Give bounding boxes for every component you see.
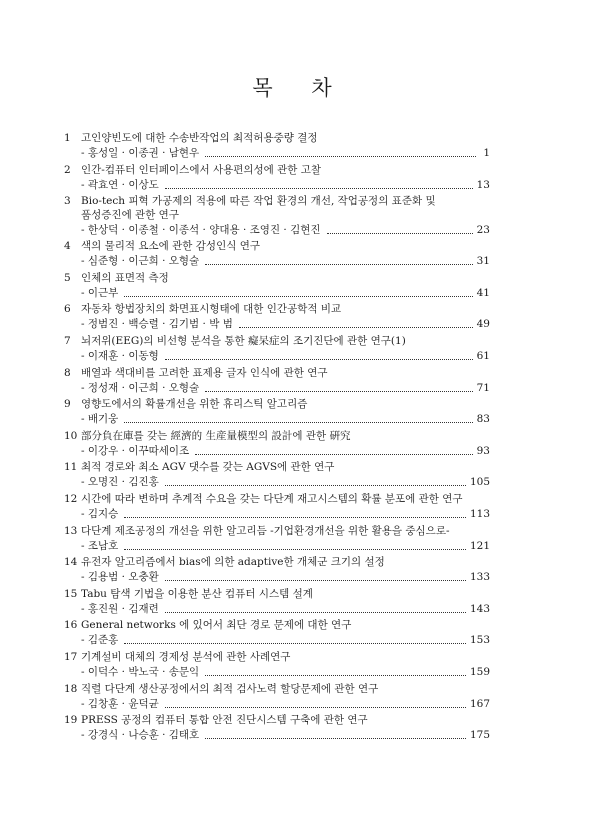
toc-entry-page-number: 1	[483, 147, 490, 159]
dot-leader	[195, 453, 472, 455]
toc-entry-title: General networks 에 있어서 최단 경로 문제에 대한 연구	[81, 619, 352, 632]
dot-leader	[124, 642, 466, 644]
toc-entry-number: 11	[64, 461, 78, 474]
toc-entry-title-line	[64, 682, 490, 696]
dot-leader	[205, 263, 472, 265]
toc-entry-authors: - 이강우 · 이꾸따세이조	[81, 444, 190, 457]
toc-entry-page-number: 153	[469, 634, 490, 647]
toc-entry[interactable]	[64, 524, 490, 556]
toc-entry-title-line	[64, 555, 490, 569]
toc-entry-number: 1	[64, 132, 71, 144]
dot-leader	[124, 421, 472, 423]
toc-entry-number: 2	[64, 163, 71, 176]
toc-entry[interactable]	[64, 713, 490, 745]
toc-entry-title-line	[64, 429, 490, 443]
toc-entry-title-line	[64, 713, 490, 727]
toc-entry[interactable]	[64, 460, 490, 492]
toc-entry-page-number: 49	[476, 318, 490, 331]
toc-entry-number: 16	[64, 619, 78, 632]
toc-entry-authors: - 심준형 · 이근희 · 오형술	[81, 255, 200, 268]
toc-entry-title-line	[64, 618, 490, 632]
toc-entry-number: 5	[64, 271, 71, 284]
toc-entry-authors: - 김용범 · 오충환	[81, 571, 159, 584]
toc-entry-author-line	[81, 665, 490, 679]
toc-entry-title: 영향도에서의 확률개선을 위한 휴리스틱 알고리즘	[81, 398, 308, 411]
toc-entry[interactable]	[64, 682, 490, 714]
toc-entry-page-number: 105	[469, 476, 490, 489]
toc-entry-author-line	[81, 349, 490, 363]
toc-entry-page-number: 121	[469, 539, 490, 552]
toc-entry-number: 14	[64, 556, 78, 569]
toc-entry-title: 직렬 다단계 생산공정에서의 최적 검사노력 할당문제에 관한 연구	[81, 682, 379, 695]
toc-entry-number: 4	[64, 240, 71, 253]
toc-entry-title: 기계설비 대체의 경제성 분석에 관한 사례연구	[81, 650, 291, 663]
toc-entry[interactable]	[64, 397, 490, 429]
toc-entry-number: 8	[64, 366, 71, 379]
toc-entry[interactable]	[64, 366, 490, 398]
toc-entry-title-line	[64, 492, 490, 506]
toc-entry[interactable]	[64, 429, 490, 461]
toc-entry-author-line	[81, 633, 490, 647]
toc-entry-page-number: 159	[469, 665, 490, 678]
toc-entry-page-number: 41	[476, 286, 490, 299]
dot-leader	[239, 326, 473, 328]
toc-entry[interactable]	[64, 334, 490, 366]
toc-entry-authors: - 이덕수 · 박노국 · 송문익	[81, 665, 200, 678]
toc-entry-number: 10	[64, 429, 78, 442]
toc-entry-title-line	[64, 271, 490, 285]
toc-entry-number: 3	[64, 195, 71, 208]
toc-entry-number: 15	[64, 587, 78, 600]
toc-entry-author-line	[81, 286, 490, 300]
toc-entry-number: 12	[64, 492, 78, 505]
toc-entry-author-line	[81, 317, 490, 331]
toc-entry-authors: - 강경식 · 나승훈 · 김태호	[81, 729, 200, 742]
toc-entry-title: PRESS 공정의 컴퓨터 통합 안전 진단시스템 구축에 관한 연구	[81, 714, 368, 727]
toc-entry-title-line	[64, 302, 490, 316]
toc-entry-author-line	[81, 570, 490, 584]
toc-entry-page-number: 83	[476, 413, 490, 426]
toc-entry-authors: - 홍성일 · 이종권 · 남현우	[81, 147, 200, 159]
dot-leader	[205, 737, 466, 739]
page-title: 목 차	[252, 76, 348, 100]
toc-entry-number: 6	[64, 303, 71, 316]
toc-entry-author-line	[81, 381, 490, 395]
dot-leader	[124, 295, 472, 297]
toc-entry-title: 유전자 알고리즘에서 bias에 의한 adaptive한 개체군 크기의 설정	[81, 556, 385, 569]
toc-entry-page-number: 23	[476, 224, 490, 237]
dot-leader	[165, 706, 466, 708]
toc-entry-author-line	[81, 602, 490, 616]
toc-entry-authors: - 홍진원 · 김재련	[81, 602, 159, 615]
toc-entry-title-line	[64, 194, 490, 208]
toc-entry-title: 部分負在庫를 갖는 經濟的 生産量模型의 設計에 관한 硏究	[81, 429, 351, 442]
toc-entry-author-line	[81, 475, 490, 489]
toc-entry-title: 인체의 표면적 측정	[81, 271, 169, 284]
toc-entry[interactable]	[64, 239, 490, 271]
toc-entry-title-line	[64, 524, 490, 538]
toc-entry[interactable]	[64, 492, 490, 524]
toc-entry[interactable]	[64, 271, 490, 303]
toc-entry-title: 인간-컴퓨터 인터페이스에서 사용편의성에 관한 고찰	[81, 163, 322, 176]
toc-entry-page-number: 133	[469, 571, 490, 584]
toc-entry-author-line	[81, 539, 490, 553]
toc-entry-page-number: 175	[469, 729, 490, 742]
toc-entry-page-number: 143	[469, 602, 490, 615]
toc-entry-author-line	[81, 507, 490, 521]
toc-entry-title-line	[64, 239, 490, 253]
toc-entry-page-number: 113	[469, 507, 490, 520]
toc-entry-page-number: 93	[476, 444, 490, 457]
toc-entry[interactable]	[64, 618, 490, 650]
toc-entry[interactable]	[64, 302, 490, 334]
toc-entry-title-line	[64, 131, 490, 145]
dot-leader	[205, 390, 472, 392]
toc-entry-authors: - 이근부	[81, 286, 119, 299]
toc-entry-author-line	[81, 254, 490, 268]
toc-entry-authors: - 조남호	[81, 539, 119, 552]
toc-entry-number: 18	[64, 682, 78, 695]
toc-entry-title-line	[64, 334, 490, 348]
toc-entry-number: 17	[64, 650, 78, 663]
toc-entry-title: 다단계 제조공정의 개선을 위한 알고리듬 -기업환경개선을 위한 활용을 중심으로-	[81, 524, 450, 537]
toc-entry-authors: - 한상덕 · 이종철 · 이종석 · 양대용 · 조영진 · 김현진	[81, 224, 321, 237]
toc-entry[interactable]	[64, 194, 490, 239]
toc-entry-title: 자동차 항법장치의 화면표시형태에 대한 인간공학적 비교	[81, 303, 342, 316]
toc-entry-author-line	[81, 412, 490, 426]
toc-entry-authors: - 정성재 · 이근희 · 오형술	[81, 381, 200, 394]
toc-entry[interactable]	[64, 587, 490, 619]
toc-entry-page-number: 71	[476, 381, 490, 394]
dot-leader	[205, 155, 476, 157]
dot-leader	[124, 516, 466, 518]
dot-leader	[165, 579, 466, 581]
toc-entry-author-line	[81, 178, 490, 192]
toc-entry-title-line	[64, 460, 490, 474]
toc-entry-number: 9	[64, 398, 71, 411]
toc-entry[interactable]	[64, 555, 490, 587]
toc-entry-authors: - 김창훈 · 윤덕균	[81, 697, 159, 710]
toc-entry-title: 색의 물리적 요소에 관한 감성인식 연구	[81, 240, 260, 253]
toc-entry-authors: - 배기웅	[81, 413, 119, 426]
toc-entry-title-line	[64, 587, 490, 601]
toc-entry-title-line	[64, 397, 490, 411]
toc-entry-title-line	[64, 163, 490, 177]
toc-entry-authors: - 이재훈 · 이동형	[81, 349, 159, 362]
dot-leader	[165, 484, 466, 486]
toc-entry-title-line	[64, 650, 490, 664]
toc-entry-page-number: 31	[476, 255, 490, 268]
table-of-contents	[64, 131, 490, 745]
dot-leader	[205, 674, 466, 676]
toc-entry-author-line	[81, 146, 490, 160]
toc-entry-title: 배열과 색대비를 고려한 표제용 글자 인식에 관한 연구	[81, 366, 328, 379]
toc-entry[interactable]	[64, 650, 490, 682]
toc-entry-page-number: 13	[476, 178, 490, 191]
dot-leader	[165, 611, 466, 613]
toc-entry-authors: - 김지승	[81, 507, 119, 520]
toc-entry-author-line	[81, 697, 490, 711]
toc-entry-number: 7	[64, 334, 71, 347]
toc-entry-title-continued: 품성증진에 관한 연구	[81, 209, 179, 222]
toc-entry-title: 뇌저위(EEG)의 비선형 분석을 통한 癡呆症의 조기진단에 관한 연구(1)	[81, 334, 406, 347]
dot-leader	[165, 358, 473, 360]
toc-entry[interactable]	[64, 131, 490, 163]
toc-entry-page-number: 61	[476, 349, 490, 362]
toc-entry-author-line	[81, 444, 490, 458]
toc-entry-author-line	[81, 728, 490, 742]
toc-entry-title: Tabu 탐색 기법을 이용한 분산 컴퓨터 시스템 설계	[81, 587, 313, 600]
toc-entry-title: 최적 경로와 최소 AGV 댓수를 갖는 AGVS에 관한 연구	[81, 461, 335, 474]
toc-entry-authors: - 곽효연 · 이상도	[81, 178, 159, 191]
toc-entry-title: 고인양빈도에 대한 수송반작업의 최적허용중량 결정	[81, 132, 318, 144]
toc-entry[interactable]	[64, 163, 490, 195]
toc-entry-authors: - 오명진 · 김진홍	[81, 476, 159, 489]
toc-entry-number: 13	[64, 524, 78, 537]
toc-entry-title-line	[64, 366, 490, 380]
toc-entry-authors: - 정범진 · 백승렬 · 김기범 · 박 범	[81, 318, 233, 331]
toc-entry-number: 19	[64, 714, 78, 727]
toc-entry-title: 시간에 따라 변하며 추계적 수요을 갖는 다단계 재고시스템의 확률 분포에 관한 연구	[81, 492, 463, 505]
dot-leader	[124, 548, 466, 550]
dot-leader	[165, 187, 473, 189]
dot-leader	[327, 232, 473, 234]
toc-entry-authors: - 김준홍	[81, 634, 119, 647]
toc-entry-author-line	[81, 223, 490, 237]
toc-entry-page-number: 167	[469, 697, 490, 710]
toc-entry-title: Bio-tech 피혁 가공제의 적용에 따른 작업 환경의 개선, 작업공정의 표준화 및	[81, 195, 436, 208]
